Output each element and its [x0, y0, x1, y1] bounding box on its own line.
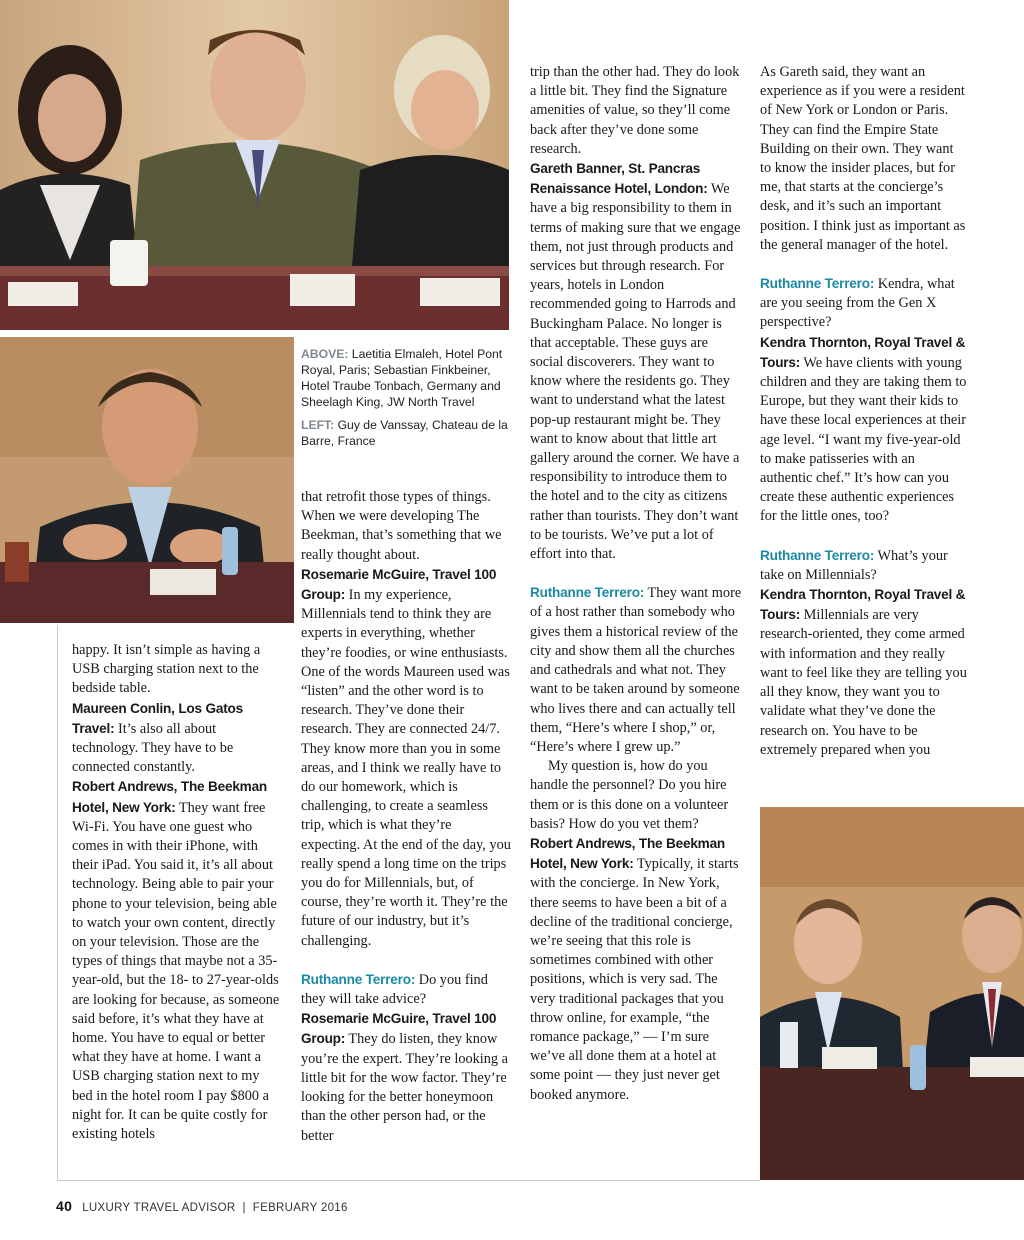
speaker-name: Kendra Thornton, Royal Travel & Tours: — [760, 334, 966, 370]
speaker-name-moderator: Ruthanne Terrero: — [760, 276, 875, 292]
speaker-name: Rosemarie McGuire, Travel 100 Group: — [301, 1011, 497, 1047]
paragraph-text: We have a big responsibility to them in terms of making sure that we engage them, not just through products and services but through research. For years, hotels in London recommended going to Harrods and Buckingham Palace. No longer is that acceptable. These guys are social discoverers. They want to know where the residents go. They want to understand what the latest pop-up restaurant might be. They want to know about that little art gallery around the corner. We have a responsibility to introduce them to the hotel and to the city as citizens rather than tourists. They don’t want to be tourists. We’ve put a lot of effort into that. — [530, 181, 741, 563]
paragraph — [72, 641, 282, 699]
paragraph-text: They do listen, they know you’re the expert. They’re looking a little bit for the wow factor. They’re looking for the better honeymoon than the other person had, or the better — [301, 1031, 508, 1144]
paragraph-text: We have clients with young children and they are taking them to Europe, but they want their kids to have these local experiences at their age level. “I want my five-year-old to make patisseries with an authentic chef.” It’s how can you create these authentic experiences for the little ones, too? — [760, 354, 967, 525]
speaker-name: Robert Andrews, The Beekman Hotel, New York: — [72, 779, 268, 815]
paragraph-text: trip than the other had. They do look a little bit. They find the Signature amenities of value, so they’ll come back after they’ve done some research. — [530, 64, 740, 157]
speaker-name: Robert Andrews, The Beekman Hotel, New York: — [530, 835, 726, 872]
paragraph-text: They want free Wi-Fi. You have one guest who comes in with their iPhone, with their iPad. You said it, it’s all about technology. Being able to pair your phone to your television, being able to watch your own content, directly on your television. Those are the types of things that maybe not a 35-year-old, but the 18- to 27-year-olds are looking for because, as someone said before, it’s what they have at home. You have to equal or better what they have at home. I want a USB charging station next to my bed in the hotel room I pay $800 a night for. It can be quite costly for existing hotels — [72, 799, 280, 1143]
paragraph — [760, 546, 968, 585]
paragraph — [301, 488, 512, 565]
paragraph — [760, 63, 968, 255]
speaker-name: Rosemarie McGuire, Travel 100 Group: — [301, 566, 497, 603]
caption-above-text: Laetitia Elmaleh, Hotel Pont Royal, Paris; Sebastian Finkbeiner, Hotel Traube Tonbach, Germany and Sheelagh King, JW North Travel — [301, 347, 503, 409]
issue-date: FEBRUARY 2016 — [252, 1202, 348, 1214]
paragraph — [530, 63, 742, 159]
speaker-name: Maureen Conlin, Los Gatos Travel: — [72, 700, 243, 736]
page-footer — [56, 1198, 348, 1214]
paragraph-text: happy. It isn’t simple as having a USB charging station next to the bedside table. — [72, 642, 261, 697]
paragraph-text: In my experience, Millennials tend to think they are experts in everything, whether they’re foodies, or wine enthusiasts. One of the words Maureen used was “listen” and the other word is to research. They’ve done their research. They are connected 24/7. They know more than you in some areas, and I think we really have to do our homework, which is challenging, to create a seamless trip, which is what they’re expecting. At the end of the day, you really spend a long time on the trips you do for Millennials, but, of course, they’re worth it. They’re the future of our industry, but it’s challenging. — [301, 587, 511, 949]
paragraph-text: Do you find they will take advice? — [301, 971, 488, 1008]
caption-above — [301, 346, 511, 410]
paragraph — [530, 834, 742, 1105]
caption-left-label: LEFT: — [301, 418, 335, 432]
paragraph-text: It’s also all about technology. They have to be connected constantly. — [72, 720, 234, 776]
photo-caption — [301, 346, 511, 456]
speaker-name-moderator: Ruthanne Terrero: — [301, 971, 416, 987]
caption-left-text: Guy de Vanssay, Chateau de la Barre, France — [301, 418, 508, 448]
paragraph — [530, 757, 742, 834]
paragraph — [72, 699, 282, 778]
speaker-name-moderator: Ruthanne Terrero: — [530, 585, 645, 601]
article-column-3 — [530, 63, 742, 1105]
paragraph — [301, 565, 512, 951]
frame-rule-bottom — [57, 1180, 760, 1181]
footer-separator: | — [242, 1202, 246, 1214]
photo-left-speaker — [0, 337, 294, 623]
speaker-name-moderator: Ruthanne Terrero: — [760, 547, 875, 563]
paragraph — [760, 333, 968, 527]
paragraph — [301, 970, 512, 1009]
speaker-name: Gareth Banner, St. Pancras Renaissance Hotel, London: — [530, 161, 708, 197]
article-column-1 — [72, 641, 282, 1144]
paragraph — [530, 583, 742, 757]
page-number: 40 — [56, 1198, 73, 1214]
magazine-name: LUXURY TRAVEL ADVISOR — [82, 1202, 236, 1214]
paragraph-text: Typically, it starts with the concierge. In New York, there seems to have been a bit of a decline of the traditional concierge, we’re seeing that this role is sometimes combined with other positions, which is very sad. The very traditional packages that you throw online, for example, “the romance package,” — I’m sure we’ve all done them at a hotel at some point — they just never get booked anymore. — [530, 856, 739, 1103]
paragraph-text: What’s your take on Millennials? — [760, 547, 948, 583]
photo-top-panel — [0, 0, 509, 330]
paragraph — [301, 1009, 512, 1145]
speaker-name: Kendra Thornton, Royal Travel & Tours: — [760, 587, 966, 623]
paragraph-text: that retrofit those types of things. When we were developing The Beekman, that’s something that we really thought about. — [301, 489, 502, 563]
paragraph-text: They want more of a host rather than somebody who gives them a historical review of the city and show them all the churches and cathedrals and what not. They want to be taken around by someone who lives there and can actually tell them, “Here’s where I shop,” or, “Here’s where I grew up.” — [530, 585, 742, 755]
photo-bottom-right-panel — [760, 807, 1024, 1180]
caption-above-label: ABOVE: — [301, 347, 349, 361]
paragraph — [530, 159, 742, 564]
paragraph — [760, 274, 968, 333]
paragraph — [72, 777, 282, 1144]
article-column-2 — [301, 488, 512, 1146]
article-column-4 — [760, 63, 968, 760]
paragraph-text: Kendra, what are you seeing from the Gen X perspective? — [760, 276, 955, 331]
paragraph-text: My question is, how do you handle the personnel? Do you hire them or is this done on a volunteer basis? How do you vet them? — [530, 758, 729, 832]
caption-left — [301, 417, 511, 449]
paragraph-text: As Gareth said, they want an experience as if you were a resident of New York or London or Paris. They can find the Empire State Building on their own. They want to know the insider places, but for me, that starts at the concierge’s desk, and it’s such an important position. I think just as important as the general manager of the hotel. — [760, 64, 966, 253]
frame-rule-left — [57, 625, 58, 1181]
paragraph — [760, 585, 968, 760]
paragraph-text: Millennials are very research-oriented, they come armed with information and they really want to feel like they are telling you all they know, they want you to validate what they’ve done the research on. You have to be extremely prepared when you — [760, 607, 967, 758]
